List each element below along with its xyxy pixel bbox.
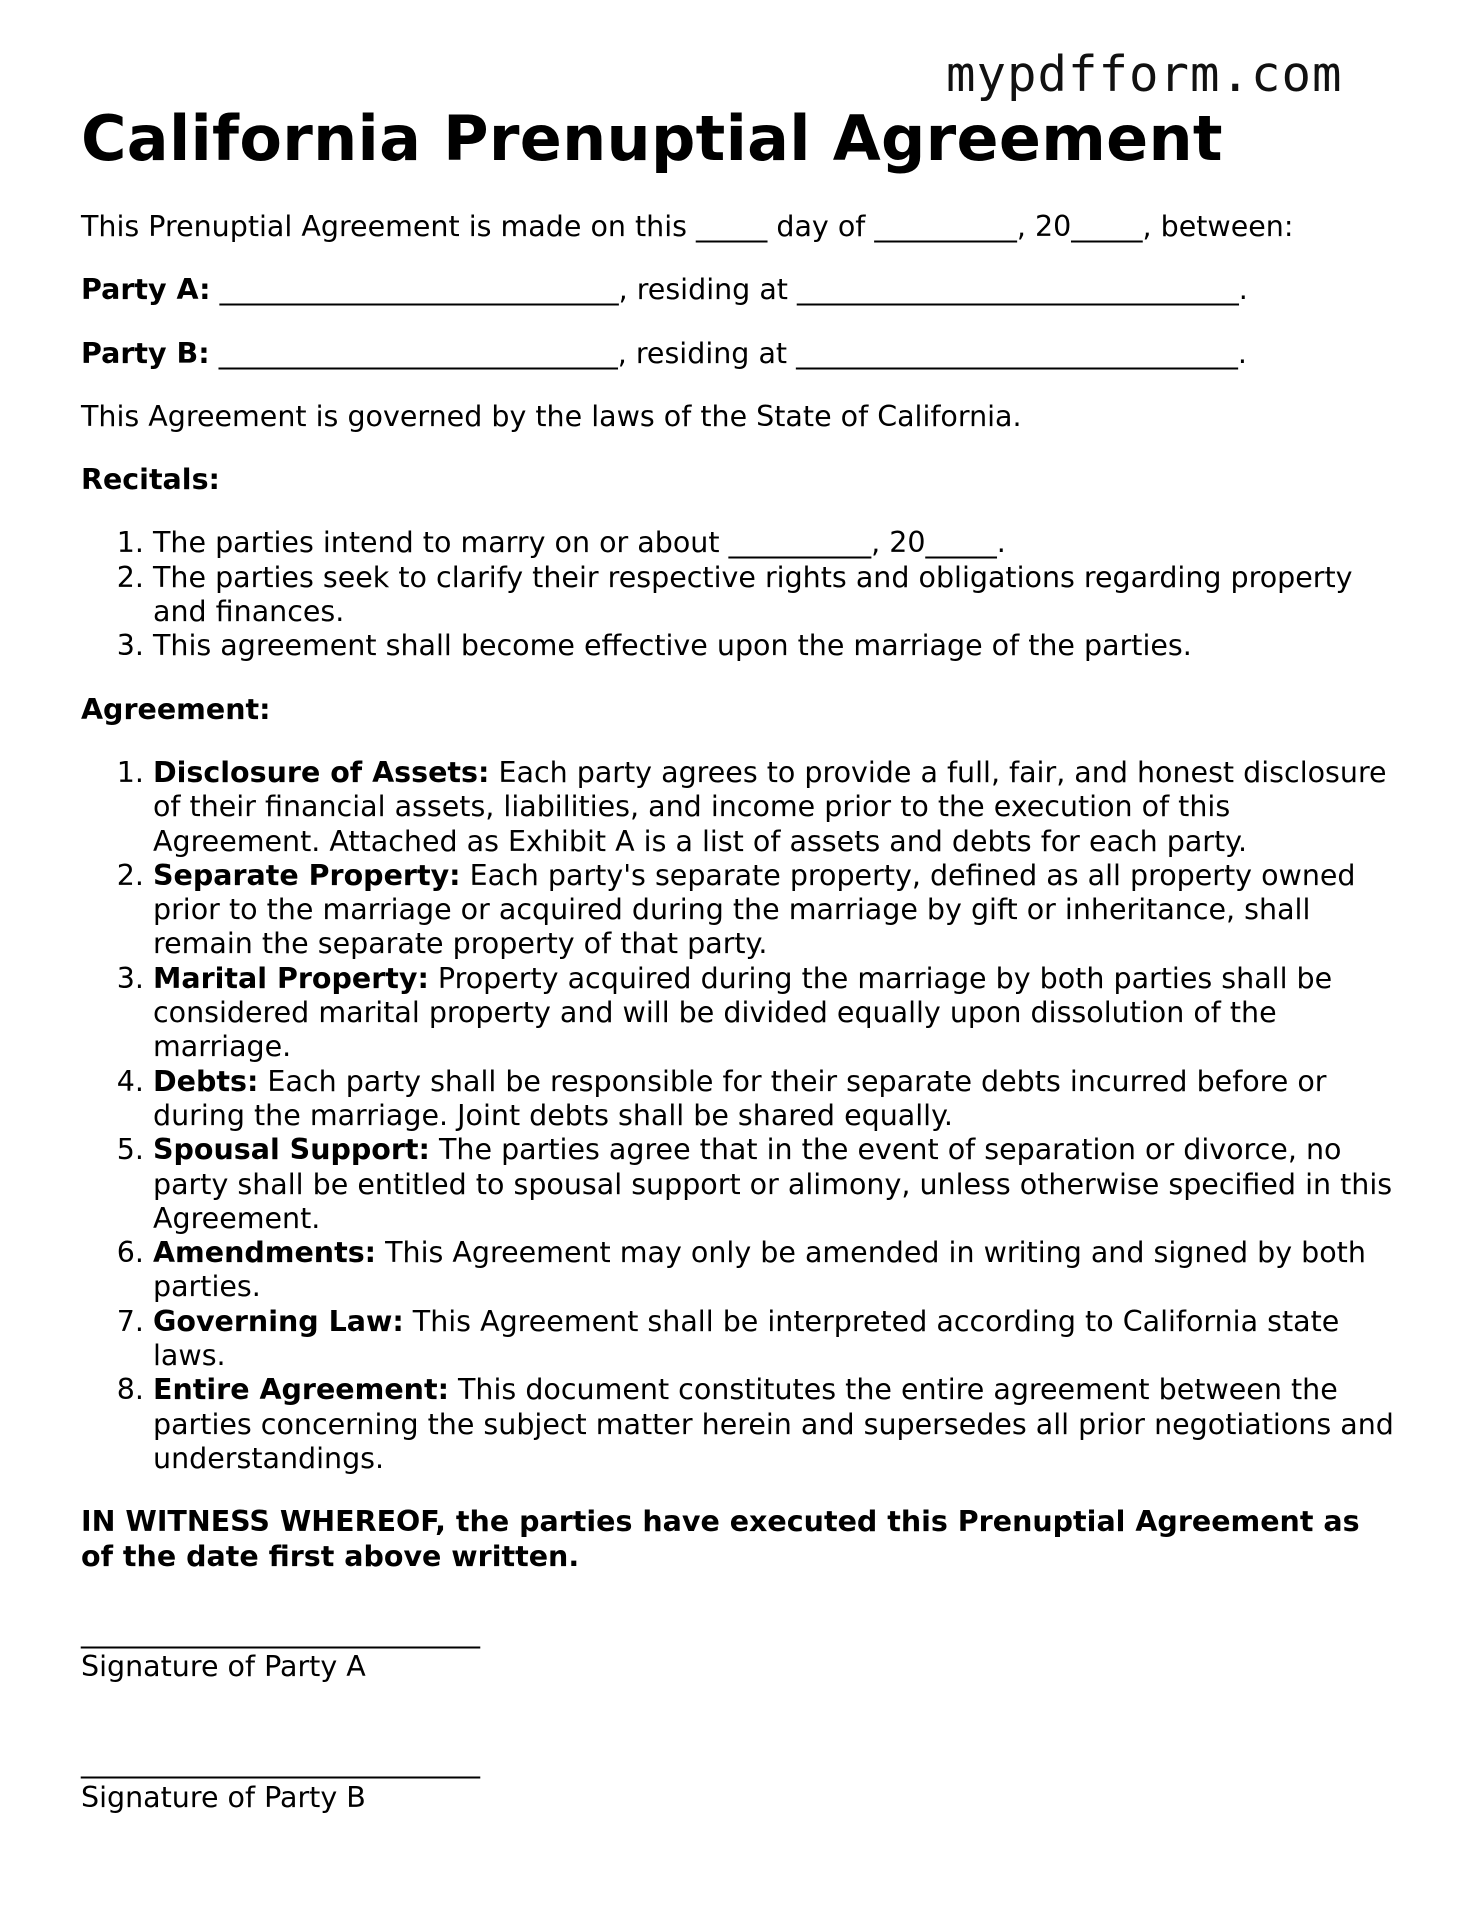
recitals-list (81, 526, 1401, 663)
agreement-term: Debts: (153, 1064, 259, 1098)
agreement-text: The parties agree that in the event of separation or divorce, no party shall be entitled to spousal support or alimony, unless otherwise specified in this Agreement. (153, 1133, 1393, 1235)
agreement-item (153, 1236, 1401, 1305)
document-title: California Prenuptial Agreement (81, 102, 1223, 175)
agreement-term: Amendments: (153, 1236, 377, 1270)
signature-label: Signature of Party B (81, 1780, 366, 1814)
agreement-text: This Agreement shall be interpreted according to California state laws. (153, 1304, 1340, 1373)
agreement-term: Entire Agreement: (153, 1373, 449, 1407)
party-a-fields: ____________________________, residing at _______________________________. (210, 273, 1248, 307)
signature-party-a (81, 1616, 1401, 1685)
agreement-item (153, 756, 1401, 859)
agreement-item (153, 1065, 1401, 1134)
agreement-item (153, 962, 1401, 1065)
agreement-item (153, 1305, 1401, 1374)
agreement-list (81, 756, 1401, 1476)
agreement-text: Each party shall be responsible for their separate debts incurred before or during the marriage. Joint debts shall be shared equally. (153, 1064, 1327, 1132)
recital-item: 2. The parties seek to clarify their respective rights and obligations regarding property and finances. (153, 561, 1401, 630)
agreement-item (153, 859, 1401, 962)
party-a-label: Party A: (81, 273, 211, 307)
signature-party-b (81, 1746, 1401, 1815)
intro-paragraph: This Prenuptial Agreement is made on this _____ day of __________, 20_____, between: (81, 210, 1294, 243)
signature-line[interactable]: ____________________________ (81, 1615, 480, 1649)
witness-statement: IN WITNESS WHEREOF, the parties have executed this Prenuptial Agreement as of the date first above written. (81, 1505, 1360, 1573)
agreement-text: This Agreement may only be amended in writing and signed by both parties. (153, 1236, 1366, 1304)
agreement-text: Each party agrees to provide a full, fair, and honest disclosure of their financial assets, liabilities, and income prior to the execution of this Agreement. Attached as Exhibit A is a list of assets and debts for each party. (153, 755, 1387, 858)
recitals-heading: Recitals: (81, 463, 220, 497)
party-a-line (81, 273, 1401, 307)
recital-item: 1. The parties intend to marry on or about __________, 20_____. (153, 526, 1401, 560)
signature-label: Signature of Party A (81, 1650, 366, 1684)
agreement-term: Spousal Support: (153, 1133, 430, 1167)
watermark: mypdfform.com (946, 46, 1343, 103)
agreement-item (153, 1373, 1401, 1476)
agreement-text: Each party's separate property, defined as all property owned prior to the marriage or acquired during the marriage by gift or inheritance, shall remain the separate property of that party. (153, 858, 1356, 961)
agreement-term: Separate Property: (153, 858, 461, 892)
party-b-fields: ____________________________, residing at _______________________________. (209, 336, 1247, 370)
agreement-item (153, 1133, 1401, 1236)
agreement-term: Marital Property: (153, 961, 429, 995)
governed-paragraph: This Agreement is governed by the laws of the State of California. (81, 399, 1022, 433)
signature-line[interactable]: ____________________________ (81, 1746, 480, 1780)
agreement-term: Disclosure of Assets: (153, 755, 490, 789)
recital-item: 3. This agreement shall become effective upon the marriage of the parties. (153, 629, 1401, 663)
party-b-line (81, 337, 1401, 371)
agreement-text: Property acquired during the marriage by both parties shall be considered marital property and will be divided equally upon dissolution of the marriage. (153, 961, 1333, 1064)
document-body (81, 210, 1401, 1815)
agreement-text: This document constitutes the entire agreement between the parties concerning the subject matter herein and supersedes all prior negotiations and understandings. (153, 1373, 1394, 1475)
agreement-term: Governing Law: (153, 1304, 404, 1338)
party-b-label: Party B: (81, 336, 210, 370)
agreement-heading: Agreement: (81, 692, 271, 726)
